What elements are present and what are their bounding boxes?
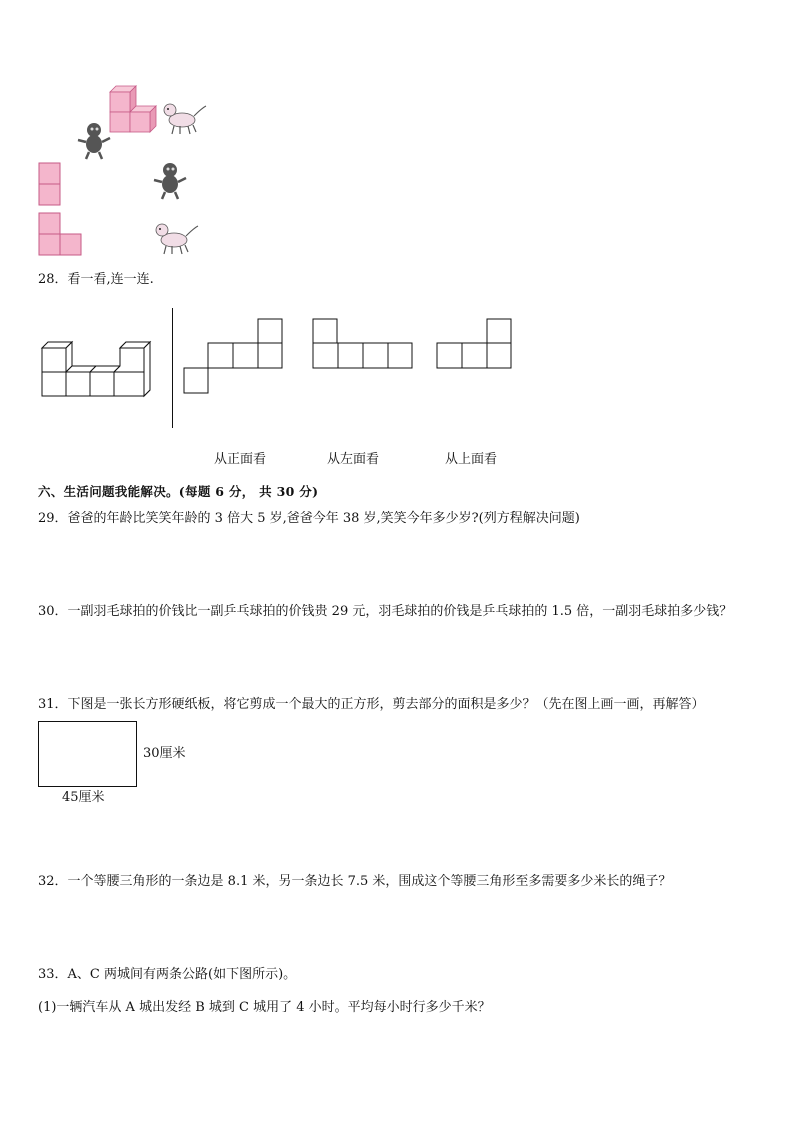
section-6-heading: 六、生活问题我能解决。(每题 6 分， 共 30 分) (38, 484, 319, 499)
q33-sub1-text: (1)一辆汽车从 A 城出发经 B 城到 C 城用了 4 小时。平均每小时行多少千米？ (38, 1000, 491, 1015)
q33-text: 33．A、C 两城间有两条公路(如下图所示)。 (38, 967, 297, 982)
view-label-front: 从正面看 (214, 452, 267, 467)
q32-text: 32．一个等腰三角形的一条边是 8.1 米，另一条边长 7.5 米，围成这个等腰三角形至多需要多少米长的绳子？ (38, 874, 672, 889)
dog-icon (152, 218, 202, 258)
view-option-1[interactable] (38, 162, 62, 206)
q28-prompt: 28．看一看,连一连. (38, 272, 154, 287)
monkey-icon (76, 120, 112, 160)
view-label-left: 从左面看 (327, 452, 380, 467)
q28-view-1[interactable] (183, 318, 283, 396)
view-label-top: 从上面看 (445, 452, 498, 467)
q28-view-2[interactable] (312, 318, 414, 372)
q30-text: 30．一副羽毛球拍的价钱比一副乒乓球拍的价钱贵 29 元，羽毛球拍的价钱是乒乓球拍的 1.5 倍，一副羽毛球拍多少钱？ (38, 604, 733, 619)
q31-text: 31．下图是一张长方形硬纸板，将它剪成一个最大的正方形，剪去部分的面积是多少？（先在图上画一画，再解答） (38, 697, 705, 712)
dog-icon (160, 98, 210, 138)
monkey-icon (152, 160, 188, 200)
q31-width-label: 45厘米 (62, 790, 105, 805)
view-option-2[interactable] (38, 212, 84, 258)
q31-height-label: 30厘米 (143, 746, 186, 761)
q31-rectangle[interactable] (38, 721, 137, 787)
q28-divider (172, 308, 173, 428)
q28-view-3[interactable] (436, 318, 516, 372)
q29-text: 29．爸爸的年龄比笑笑年龄的 3 倍大 5 岁,爸爸今年 38 岁,笑笑今年多少岁?(列方程解决问题) (38, 511, 580, 526)
q27-figure (30, 80, 230, 260)
q28-solid-figure (40, 340, 160, 400)
